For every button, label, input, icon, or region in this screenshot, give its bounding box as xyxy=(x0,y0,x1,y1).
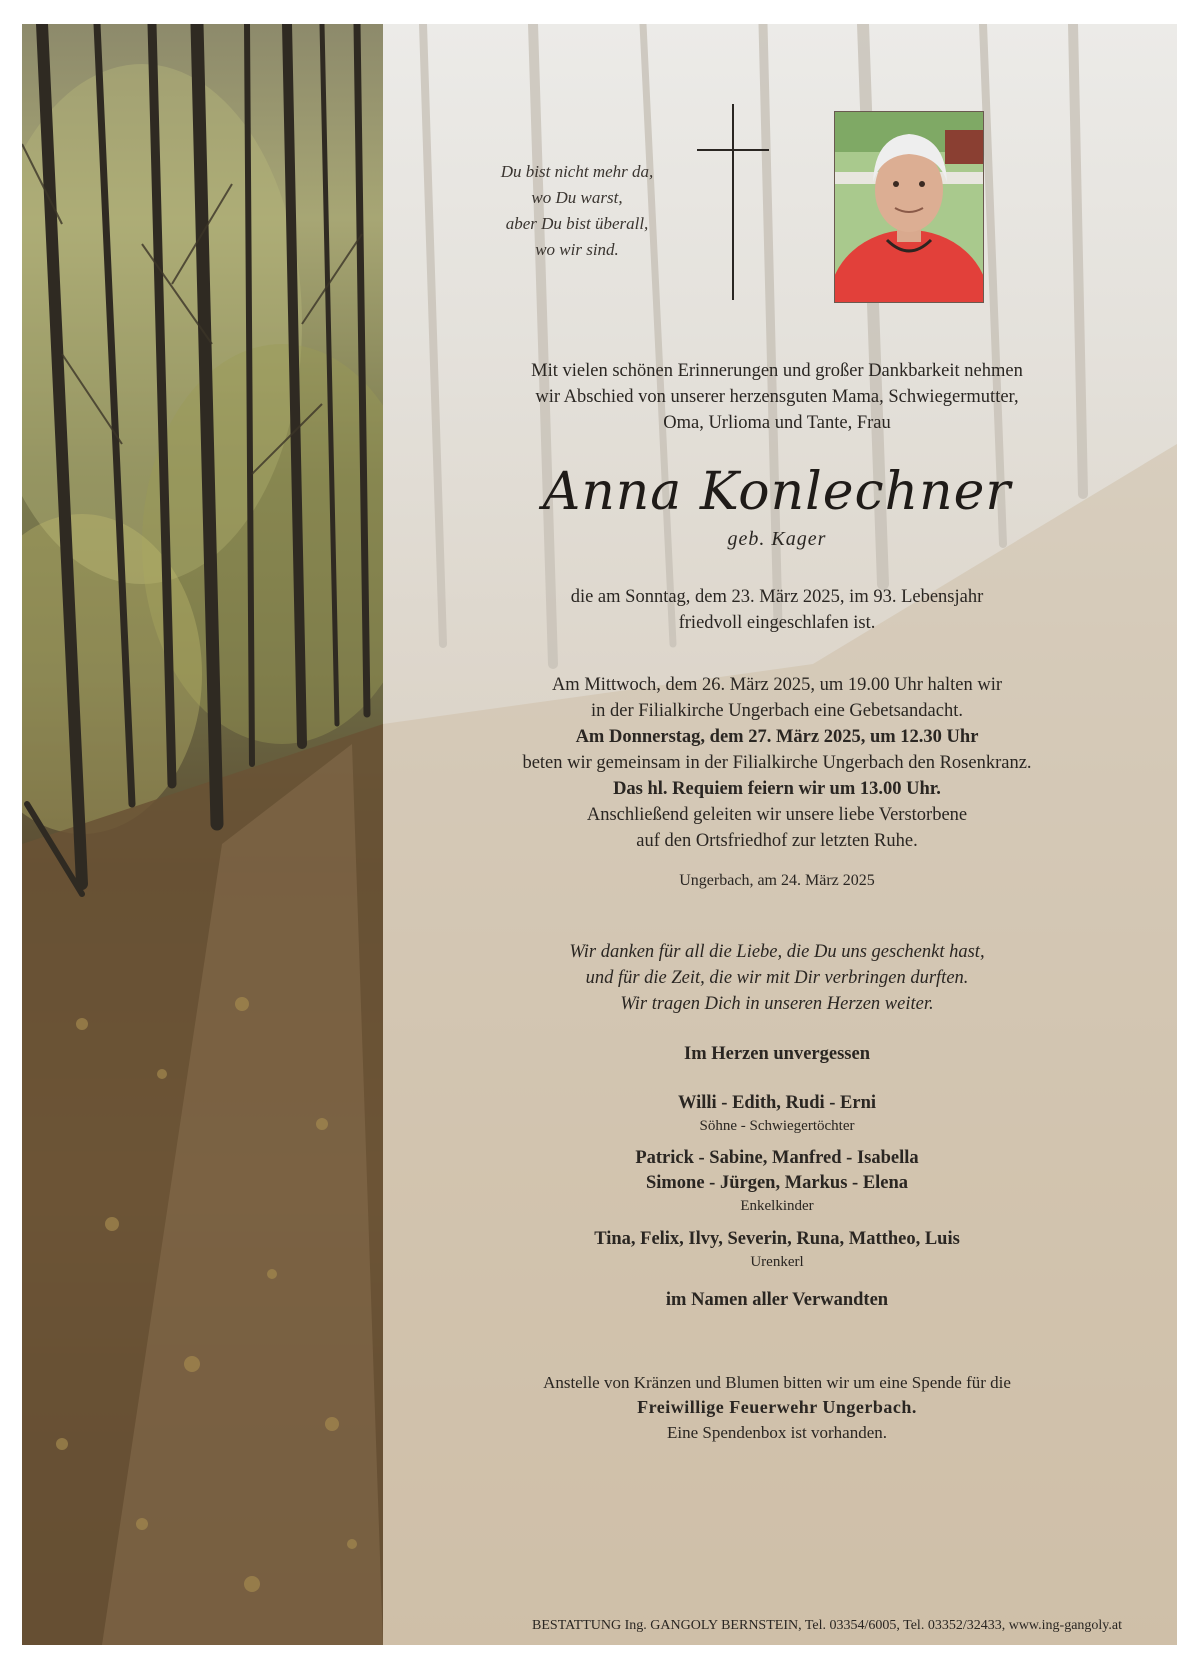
service-details xyxy=(412,672,1142,854)
quote-line: Du bist nicht mehr da, xyxy=(500,162,654,181)
mourner-group-sons xyxy=(412,1091,1142,1136)
donation-notice xyxy=(412,1370,1142,1445)
intro-line: Oma, Urlioma und Tante, Frau xyxy=(663,413,891,433)
death-notice xyxy=(412,584,1142,636)
thanks-line: und für die Zeit, die wir mit Dir verbringen durften. xyxy=(585,968,969,988)
mourner-names: Simone - Jürgen, Markus - Elena xyxy=(645,1173,909,1193)
intro-text xyxy=(412,358,1142,436)
funeral-home-footer: BESTATTUNG Ing. GANGOLY BERNSTEIN, Tel. 03354/6005, Tel. 03352/32433, www.ing-gangoly.at xyxy=(532,1618,1122,1633)
death-line: die am Sonntag, dem 23. März 2025, im 93. Lebensjahr xyxy=(570,587,984,607)
mourner-group-great-grandchildren xyxy=(412,1227,1142,1272)
mourner-names: Patrick - Sabine, Manfred - Isabella xyxy=(635,1148,919,1168)
prayer-line: Am Mittwoch, dem 26. März 2025, um 19.00 Uhr halten wir xyxy=(551,675,1003,695)
quote-line: wo wir sind. xyxy=(535,240,619,259)
maiden-name: geb. Kager xyxy=(727,528,827,550)
donation-recipient: Freiwillige Feuerwehr Ungerbach. xyxy=(637,1397,917,1417)
death-line: friedvoll eingeschlafen ist. xyxy=(678,613,876,633)
deceased-name: Anna Konlechner xyxy=(542,462,1012,522)
mourner-relation: Söhne - Schwiegertöchter xyxy=(699,1118,855,1134)
burial-line: auf den Ortsfriedhof zur letzten Ruhe. xyxy=(636,831,918,851)
intro-line: Mit vielen schönen Erinnerungen und großer Dankbarkeit nehmen xyxy=(531,361,1023,381)
thanks-line: Wir danken für all die Liebe, die Du uns geschenkt hast, xyxy=(569,942,985,962)
prayer-line: in der Filialkirche Ungerbach eine Gebetsandacht. xyxy=(591,701,963,721)
thanks-text xyxy=(412,939,1142,1017)
obituary-sheet xyxy=(22,24,1177,1645)
burial-line: Anschließend geleiten wir unsere liebe Verstorbene xyxy=(586,805,968,825)
donation-line: Eine Spendenbox ist vorhanden. xyxy=(666,1423,887,1442)
mourner-relation: Enkelkinder xyxy=(740,1198,814,1214)
quote-line: wo Du warst, xyxy=(531,188,623,207)
place-date: Ungerbach, am 24. März 2025 xyxy=(679,872,875,889)
requiem-line: Das hl. Requiem feiern wir um 13.00 Uhr. xyxy=(613,779,941,799)
rosary-line: beten wir gemeinsam in der Filialkirche Ungerbach den Rosenkranz. xyxy=(522,753,1032,773)
thanks-line: Wir tragen Dich in unseren Herzen weiter. xyxy=(620,994,934,1014)
mourner-names: Tina, Felix, Ilvy, Severin, Runa, Mattheo, Luis xyxy=(594,1229,960,1249)
cross-icon xyxy=(697,104,769,309)
mourners-closing: im Namen aller Verwandten xyxy=(665,1290,889,1310)
intro-line: wir Abschied von unserer herzensguten Mama, Schwiegermutter, xyxy=(535,387,1019,407)
donation-line: Anstelle von Kränzen und Blumen bitten wir um eine Spende für die xyxy=(543,1373,1011,1392)
portrait-photo xyxy=(834,111,984,303)
forest-photo xyxy=(22,24,383,1645)
mourner-group-grandchildren xyxy=(412,1146,1142,1216)
mourner-names: Willi - Edith, Rudi - Erni xyxy=(677,1093,877,1113)
memorial-quote xyxy=(462,159,692,263)
mourners-heading: Im Herzen unvergessen xyxy=(684,1044,870,1064)
mourner-relation: Urenkerl xyxy=(750,1254,804,1270)
quote-line: aber Du bist überall, xyxy=(505,214,649,233)
rosary-date: Am Donnerstag, dem 27. März 2025, um 12.30 Uhr xyxy=(575,727,979,747)
